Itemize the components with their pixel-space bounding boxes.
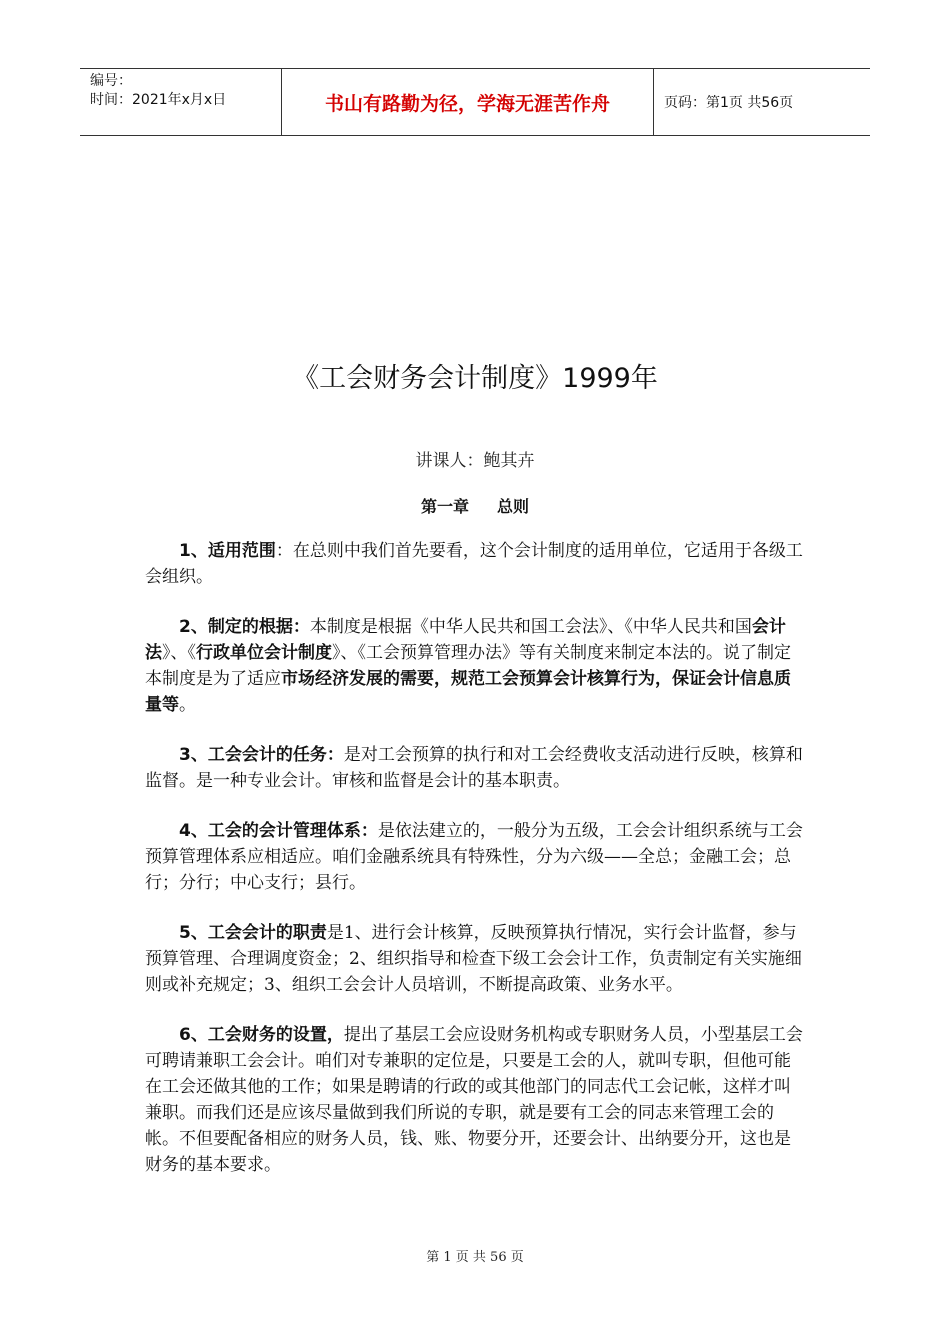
chapter-number: 第一章: [420, 497, 469, 516]
paragraph-emphasis: 会计法: [145, 617, 786, 663]
paragraph-text: 本制度是根据《中华人民共和国工会法》、《中华人民共和国: [309, 617, 752, 637]
paragraph-text: 是1、进行会计核算，反映预算执行情况，实行会计监督，参与预算管理、合理调度资金；2、组织指导和检查下级工会会计工作，负责制定有关实施细则或补充规定；3、组织工会会计人员培训，不断提高政策、业务水平。: [145, 923, 802, 995]
number-label: 编号：: [90, 73, 132, 89]
paragraph-text: 》、《工会预算管理办法》等有关制度来制定本法的。说了制定本制度是为了适应: [145, 643, 791, 689]
header-motto: 书山有路勤为径，学海无涯苦作舟: [282, 69, 654, 135]
paragraph-setup: [145, 1022, 805, 1178]
paragraph-lead: 6、工会财务的设置，: [179, 1025, 344, 1045]
paragraph-scope: [145, 538, 805, 590]
paragraph-text: 提出了基层工会应设财务机构或专职财务人员，小型基层工会可聘请兼职工会会计。咱们对专兼职的定位是，只要是工会的人，就叫专职，但他可能在工会还做其他的工作；如果是聘请的行政的或其他部门的同志代工会记帐，这样才叫兼职。而我们还是应该尽量做到我们所说的专职，就是要有工会的同志来管理工会的帐。不但要配备相应的财务人员，钱、账、物要分开，还要会计、出纳要分开，这也是财务的基本要求。: [145, 1025, 803, 1175]
page-header: [80, 68, 870, 136]
paragraph-text: 是依法建立的，一般分为五级，工会会计组织系统与工会预算管理体系应相适应。咱们金融系统具有特殊性，分为六级——全总；金融工会；总行；分行；中心支行；县行。: [145, 821, 803, 893]
paragraph-basis: [145, 614, 805, 718]
paragraph-text: 。: [179, 695, 196, 715]
paragraph-text: 是对工会预算的执行和对工会经费收支活动进行反映，核算和监督。是一种专业会计。审核和监督是会计的基本职责。: [145, 745, 803, 791]
paragraph-duties: [145, 920, 805, 998]
time-label: 时间：2021年x月x日: [90, 92, 227, 108]
paragraph-system: [145, 818, 805, 896]
chapter-heading: [0, 494, 950, 517]
paragraph-lead: 5、工会会计的职责: [179, 923, 327, 943]
paragraph-text: ：在总则中我们首先要看，这个会计制度的适用单位，它适用于各级工会组织。: [145, 541, 803, 587]
page-footer: 第 1 页 共 56 页: [426, 1250, 524, 1265]
header-meta: [80, 69, 282, 135]
header-page-info: 页码：第1页 共56页: [664, 95, 794, 111]
lecturer-line: 讲课人：鲍其卉: [415, 451, 535, 471]
paragraph-lead: 3、工会会计的任务：: [179, 745, 344, 765]
paragraph-emphasis: 市场经济发展的需要，规范工会预算会计核算行为，保证会计信息质量等: [145, 669, 791, 715]
paragraph-lead: 1、适用范围: [179, 541, 276, 561]
document-body: [145, 538, 805, 1202]
paragraph-emphasis: 行政单位会计制度: [196, 643, 332, 663]
document-title: 《工会财务会计制度》1999年: [292, 363, 658, 394]
chapter-name: 总则: [497, 497, 530, 516]
paragraph-lead: 4、工会的会计管理体系：: [179, 821, 378, 841]
paragraph-lead: 2、制定的根据：: [179, 617, 310, 637]
paragraph-text: 》、《: [162, 643, 196, 663]
paragraph-tasks: [145, 742, 805, 794]
